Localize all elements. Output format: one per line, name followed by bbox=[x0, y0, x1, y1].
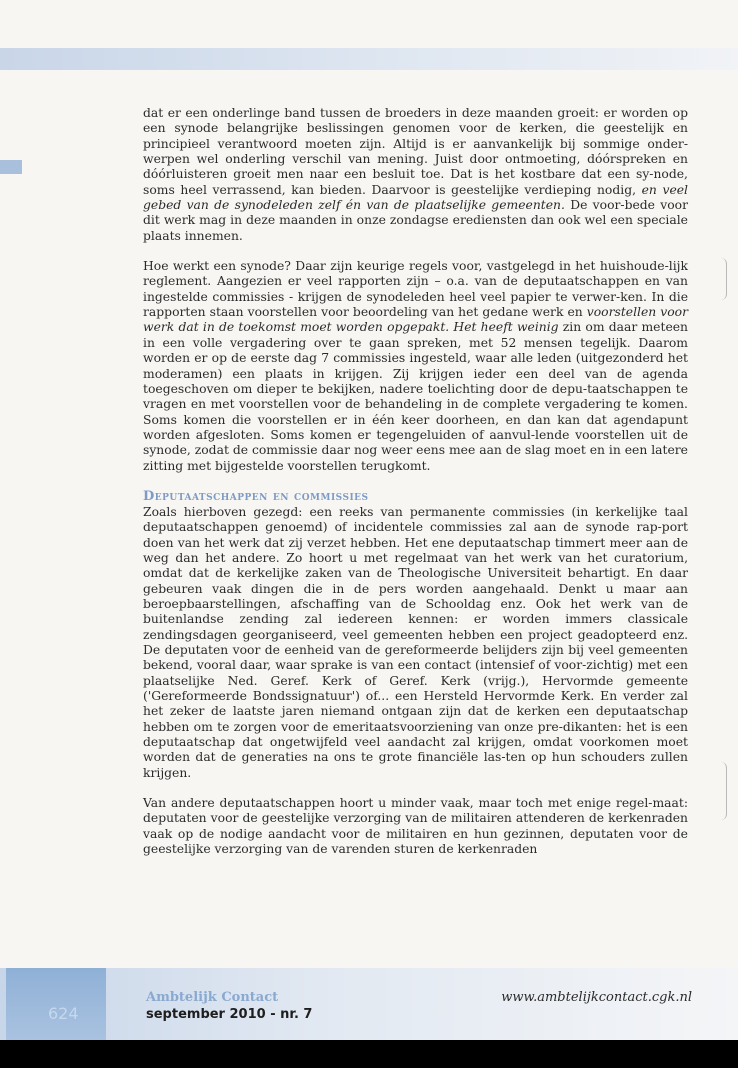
paragraph-2-text-end: zin om daar meteen in een volle vergadering over te gaan spreken, met 52 mensen tegelijk. Daarom worden er op de eerste dag 7 commissies ingesteld, waar alle leden (uitgezonderd het moderamen) een plaats in krijgen. Zij krijgen ieder een deel van de agenda toegeschoven om dieper te bekijken, nadere toelichting door de depu-taatschappen te vragen en met voorstellen voor de behandeling in de complete vergadering te komen. Soms komen die voorstellen er in één keer doorheen, en dan kan dat agendapunt worden afgesloten. Soms komen er tegengeluiden of aanvul-lende voorstellen uit de synode, zodat de commissie daar nog weer eens mee aan de slag moet en in een latere zitting met bijgestelde voorstellen terugkomt. bbox=[143, 320, 688, 473]
paragraph-1-italic: en veel gebed van de synodeleden zelf én van de plaatselijke gemeenten. bbox=[143, 182, 688, 213]
binder-mark bbox=[718, 258, 727, 300]
paragraph-1-text-end: De voor-bede voor dit werk mag in deze maanden in onze zondagse erediensten dan ook wel een speciale plaats innemen. bbox=[143, 198, 688, 243]
magazine-issue: september 2010 - nr. 7 bbox=[146, 1007, 313, 1022]
binder-mark bbox=[718, 762, 727, 820]
paragraph-3: Zoals hierboven gezegd: een reeks van permanente commissies (in kerkelijke taal deputaatschappen genoemd) of incidentele commissies zal aan de synode rap-port doen van het werk dat zij verzet hebben. Het ene deputaatschap timmert meer aan de weg dan het andere. Zo hoort u met regelmaat van het werk van het curatorium, omdat dat de kerkelijke zaken van de Theologische Universiteit behartigt. En daar gebeuren vaak dingen die in de pers worden aangehaald. Denkt u maar aan beroepbaarstellingen, afschaffing van de Schooldag enz. Ook het werk van de buitenlandse zending zal iedereen kennen: er worden immers classicale zendingsdagen georganiseerd, veel gemeenten hebben een project geadopteerd enz. De deputaten voor de eenheid van de gereformeerde belijders zijn bij veel gemeenten bekend, vooral daar, waar sprake is van een contact (intensief of voor-zichtig) met een plaatselijke Ned. Geref. Kerk of Geref. Kerk (vrijg.), Hervormde gemeente ('Gereformeerde Bondssignatuur') of... een Hersteld Hervormde Kerk. En verder zal het zeker de laatste jaren niemand ontgaan zijn dat de kerken een deputaatschap hebben om te zorgen voor de emeritaatsvoorziening van onze pre-dikanten: het is een deputaatschap dat ongetwijfeld veel aandacht zal krijgen, omdat voorkomen moet worden dat de generaties na ons te grote financiële las-ten op hun schouders zullen krijgen. bbox=[143, 504, 688, 780]
article-body bbox=[143, 106, 688, 872]
scan-edge bbox=[0, 1040, 738, 1068]
paragraph-2-text: Hoe werkt een synode? Daar zijn keurige regels voor, vastgelegd in het huishoude-lijk reglement. Aangezien er veel rapporten zijn – o.a. van de deputaatschappen en van ingestelde commissies - krijgen de synodeleden heel veel papier te verwer-ken. In die rapporten staan voorstellen voor beoordeling van het gedane werk en bbox=[143, 259, 688, 320]
magazine-title: Ambtelijk Contact bbox=[146, 990, 279, 1005]
paragraph-1-text: dat er een onderlinge band tussen de broeders in deze maanden groeit: er worden op een synode belangrijke beslissingen genomen voor de kerken, die geestelijk en principieel verantwoord moeten zijn. Altijd is er aanvankelijk bij sommige onder-werpen wel onderling verschil van mening. Juist door ontmoeting, dóórspreken en dóórluisteren groeit men naar een besluit toe. Dat is het kostbare dat een sy-node, soms heel verrassend, kan bieden. Daarvoor is geestelijke verdieping nodig, bbox=[143, 106, 688, 197]
section-heading: Deputaatschappen en commissies bbox=[143, 488, 369, 504]
paragraph-2-italic: voorstellen voor werk dat in de toekomst moet worden opgepakt. Het heeft weinig bbox=[143, 305, 689, 335]
top-color-band bbox=[0, 48, 738, 70]
website-link[interactable]: www.ambtelijkcontact.cgk.nl bbox=[501, 990, 692, 1005]
paragraph-1 bbox=[143, 106, 688, 244]
paragraph-2 bbox=[143, 259, 688, 474]
paragraph-4: Van andere deputaatschappen hoort u minder vaak, maar toch met enige regel-maat: deputaten voor de geestelijke verzorging van de militairen attenderen de kerkenraden vaak op de nodige aandacht voor de militairen en hun gezinnen, deputaten voor de geestelijke verzorging van de varenden sturen de kerkenraden bbox=[143, 796, 688, 857]
left-margin-tab bbox=[0, 160, 22, 174]
page-number: 624 bbox=[48, 1004, 79, 1023]
